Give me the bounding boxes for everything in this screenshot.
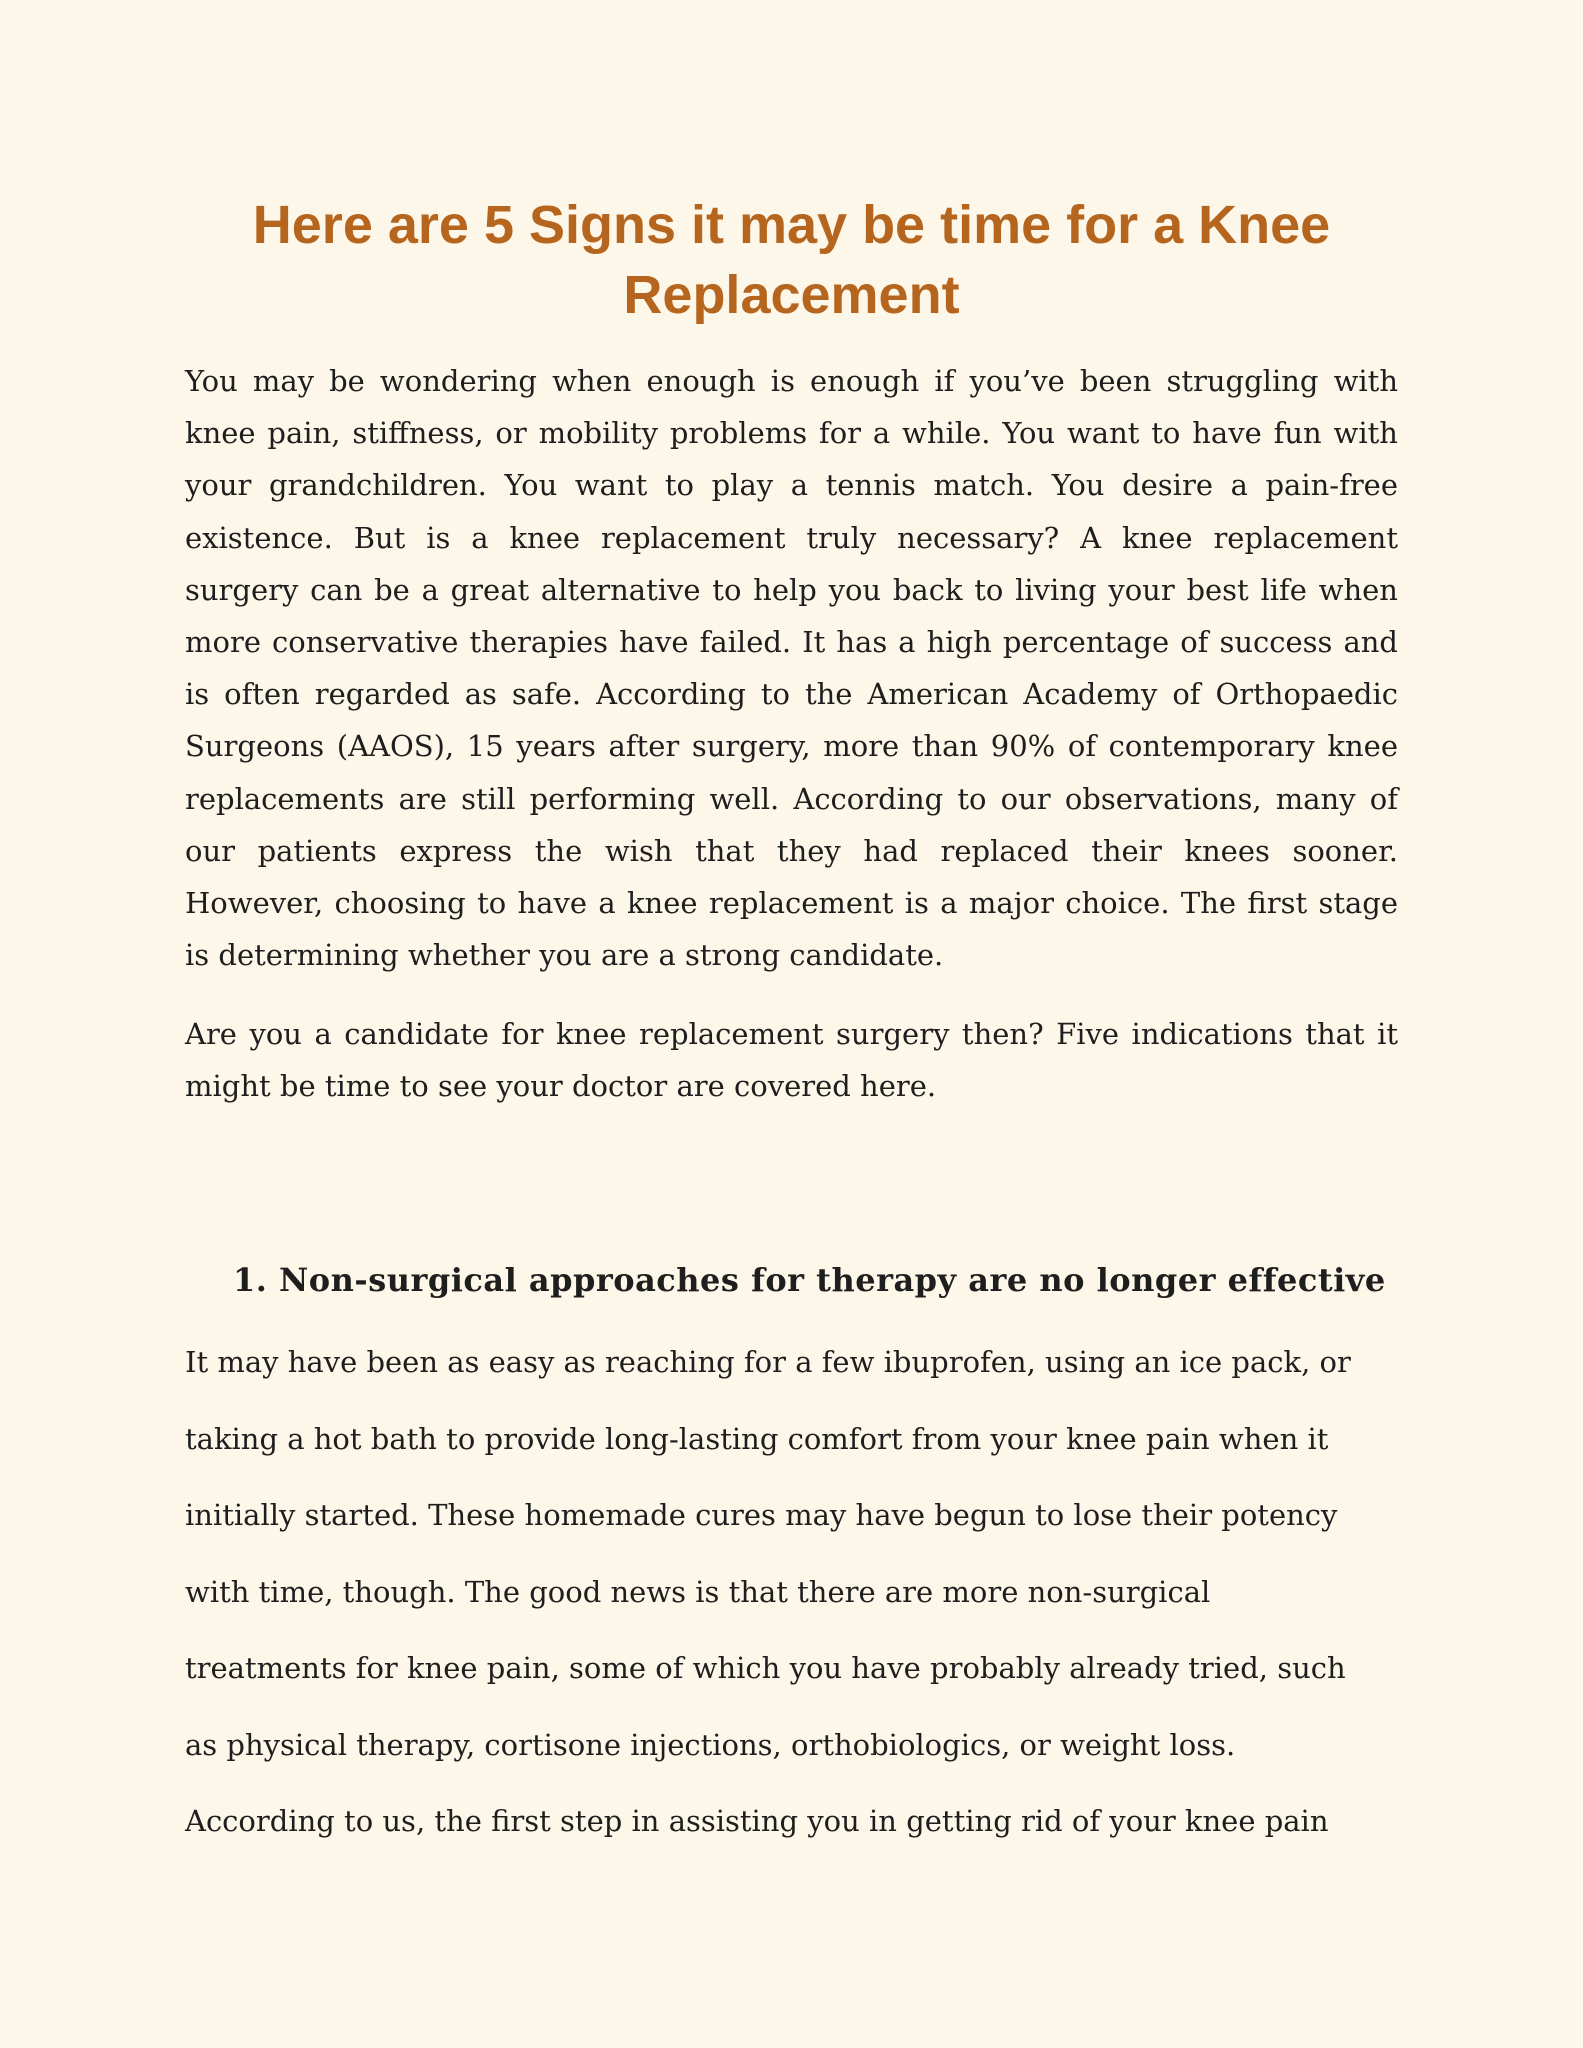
section-body-line: initially started. These homemade cures may have begun to lose their potency <box>185 1498 1338 1532</box>
section-body-line: According to us, the first step in assisting you in getting rid of your knee pain <box>185 1804 1329 1838</box>
section-heading: 1. Non-surgical approaches for therapy are no longer effective <box>233 1261 1386 1299</box>
intro-paragraph: You may be wondering when enough is enough if you’ve been struggling with knee pain, stiffness, or mobility problems for a while. You want to have fun with your grandchildren. You want to play a tennis match. You desire a pain-free existence. But is a knee replacement truly necessary? A knee replacement surgery can be a great alternative to help you back to living your best life when more conservative therapies have failed. It has a high percentage of success and is often regarded as safe. According to the American Academy of Orthopaedic Surgeons (AAOS), 15 years after surgery, more than 90% of contemporary knee replacements are still performing well. According to our observations, many of our patients express the wish that they had replaced their knees sooner. However, choosing to have a knee replacement is a major choice. The first stage is determining whether you are a strong candidate. <box>185 364 1398 973</box>
section-body-line: as physical therapy, cortisone injections, orthobiologics, or weight loss. <box>185 1727 1236 1762</box>
section-body-line: It may have been as easy as reaching for a few ibuprofen, using an ice pack, or <box>185 1345 1351 1379</box>
section-body-line: taking a hot bath to provide long-lasting comfort from your knee pain when it <box>185 1421 1329 1456</box>
section-body-line: treatments for knee pain, some of which you have probably already tried, such <box>185 1651 1346 1685</box>
section-body-line: with time, though. The good news is that there are more non-surgical <box>185 1574 1211 1609</box>
page-title: Here are 5 Signs it may be time for a Knee Replacement <box>252 195 1331 325</box>
intro-paragraph: Are you a candidate for knee replacement surgery then? Five indications that it might be time to see your doctor are covered here. <box>185 1017 1398 1104</box>
section-body <box>185 1337 1398 1873</box>
